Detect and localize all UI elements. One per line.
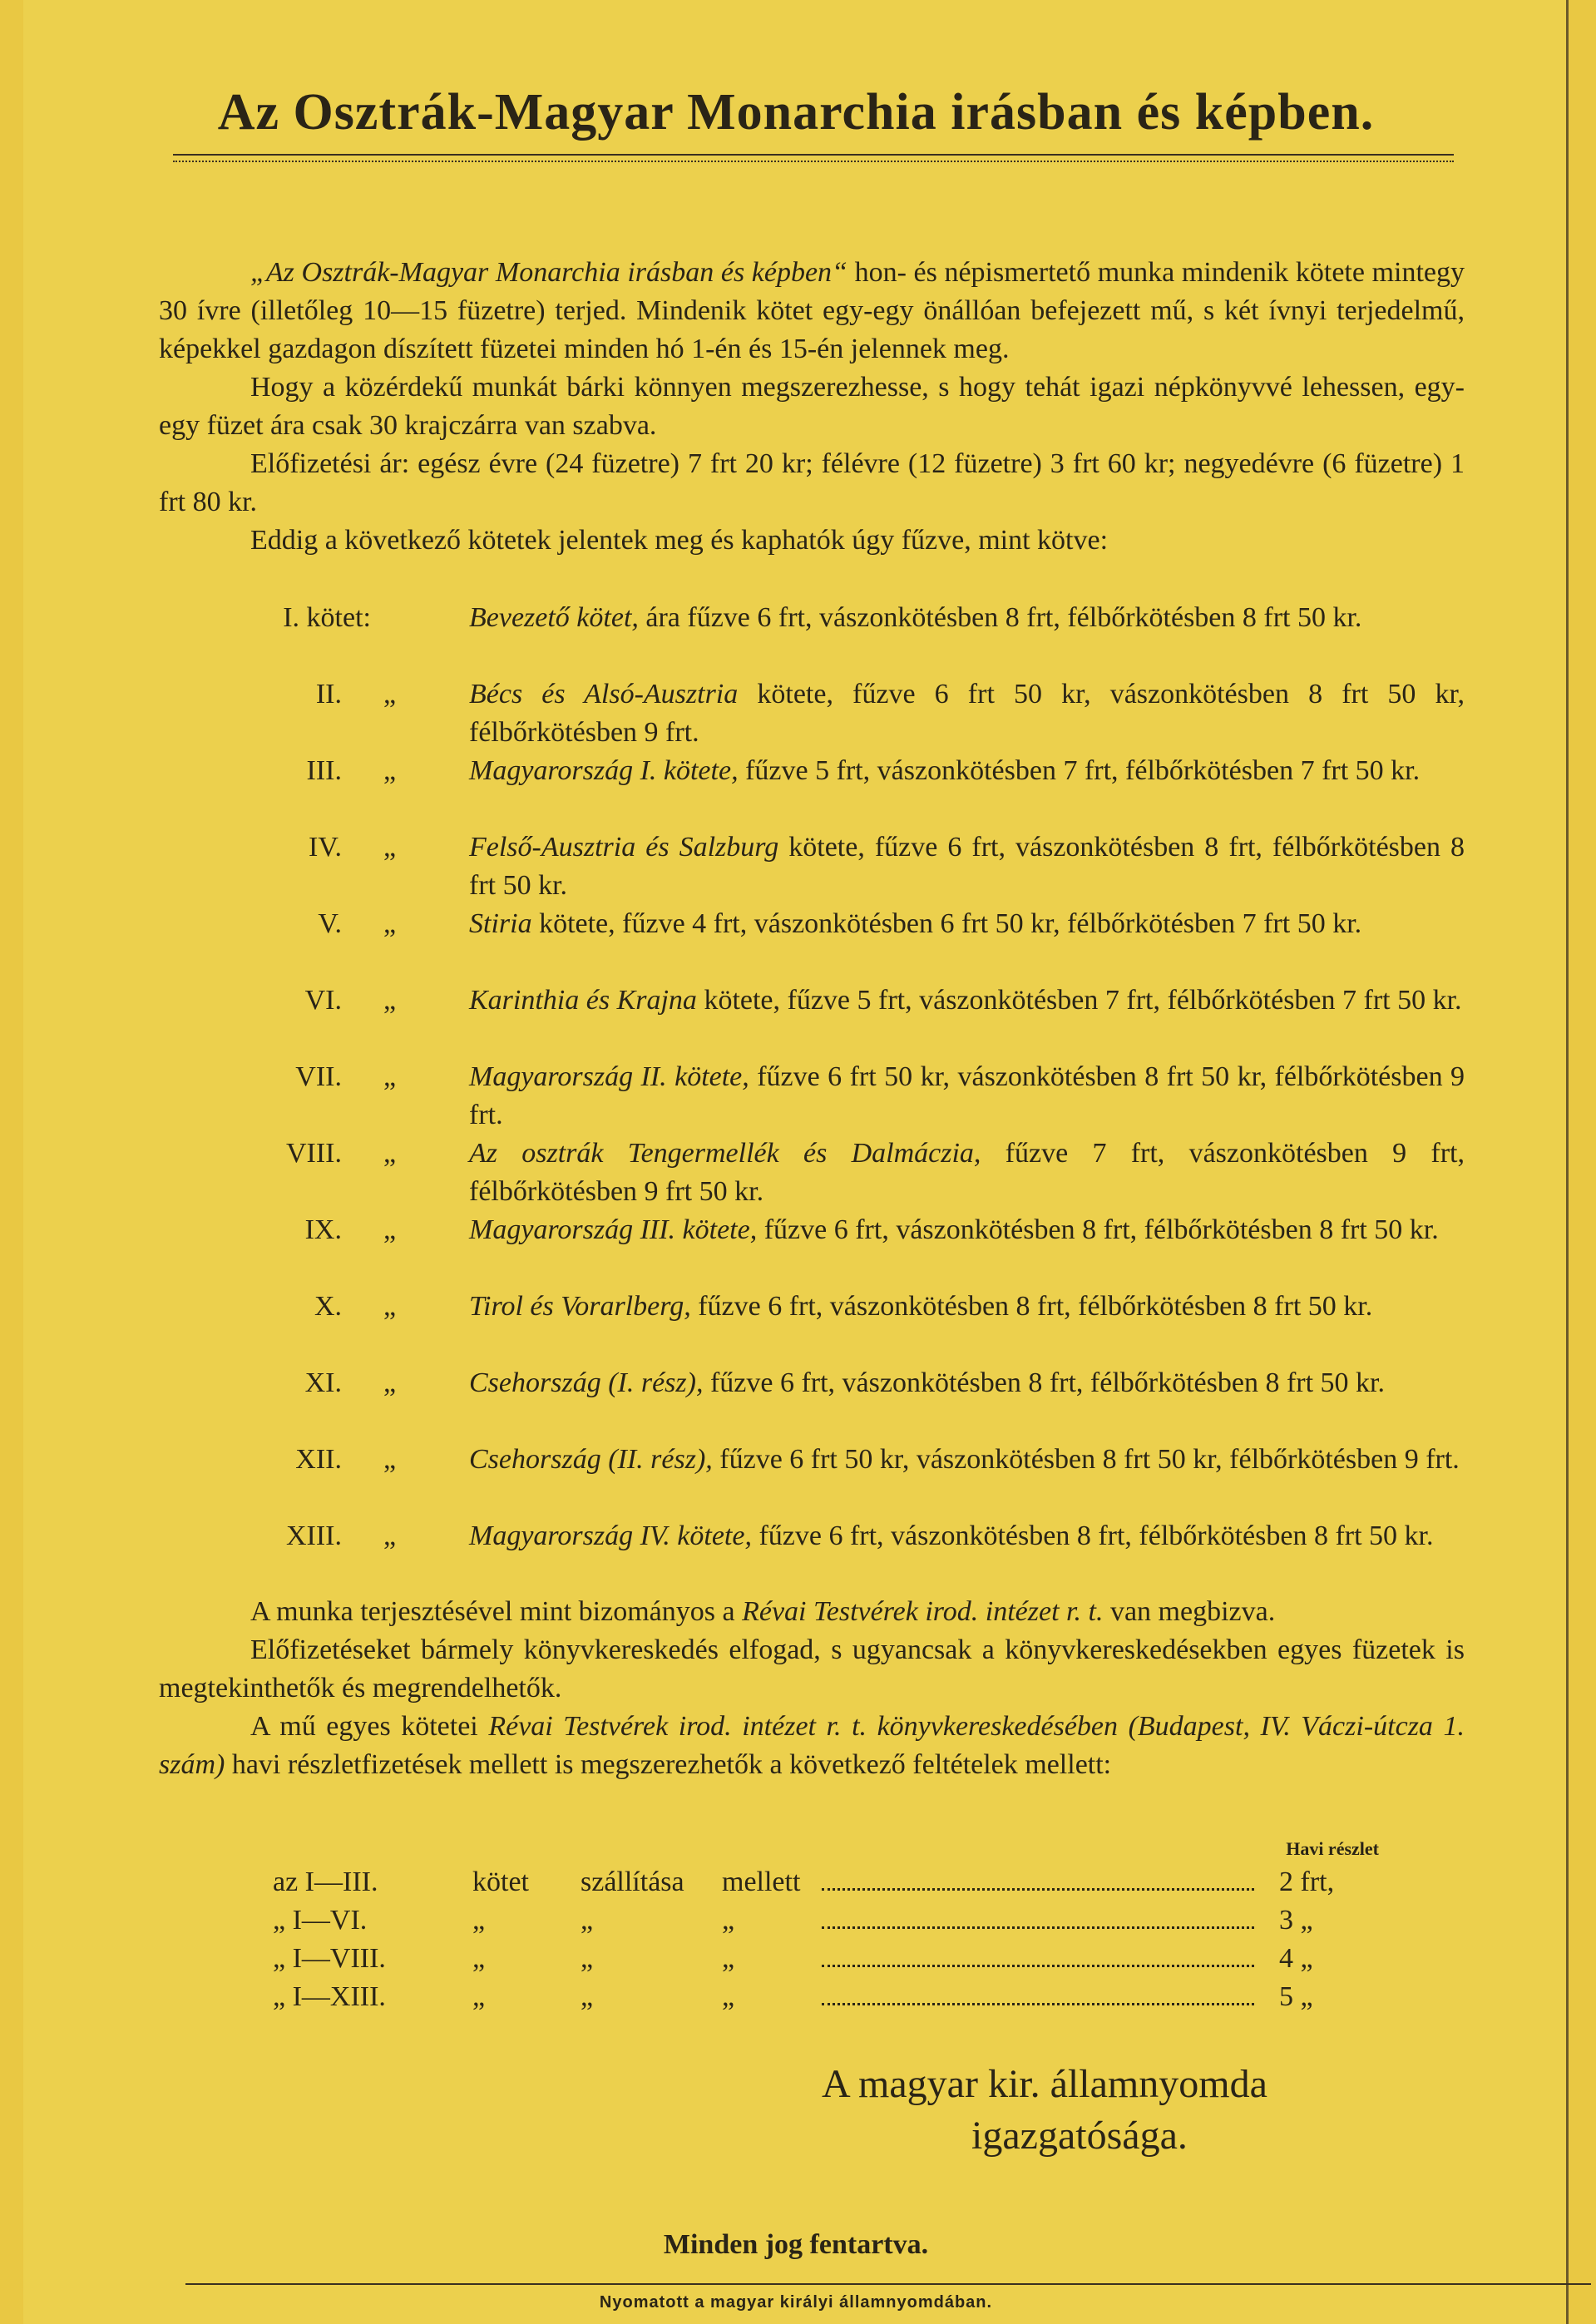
intro-paragraph-3: Előfizetési ár: egész évre (24 füzetre) 7 frt 20 kr; félévre (12 füzetre) 3 frt 60 kr; negyedévre (6 füzetre) 1 frt 80 kr. [159,448,1465,517]
volume-title: Magyarország III. kötete, [469,1214,758,1245]
volume-prices: fűzve 6 frt 50 kr, vászonkötésben 8 frt 50 kr, félbőrkötésben 9 frt. [469,1061,1465,1130]
volume-prices: kötete, fűzve 5 frt, vászonkötésben 7 frt, félbőrkötésben 7 frt 50 kr. [696,985,1462,1016]
volume-title: Stiria [469,908,532,939]
installment-text-end: havi részletfizetések mellett is megszerezhetők a következő feltételek mellett: [225,1749,1112,1780]
volume-prices: fűzve 7 frt, vászonkötésben 9 frt, félbőrkötésben 9 frt 50 kr. [469,1138,1465,1207]
volume-item [159,1517,1465,1594]
volume-range: „ I—XIII. [273,1981,386,2012]
volume-title: Magyarország II. kötete, [469,1061,749,1092]
title-rule [173,154,1454,162]
dot-leader [822,1926,1254,1929]
installment-amount: 2 frt, [1279,1867,1335,1897]
volume-item [159,905,1465,982]
copyright-notice: Minden jog fentartva. [663,2229,929,2260]
signature-line-2: igazgatósága. [971,2114,1188,2158]
volume-prices: kötete, fűzve 6 frt, vászonkötésben 8 frt, félbőrkötésben 8 frt 50 kr. [469,832,1465,901]
volume-item [159,1364,1465,1441]
column-text: „ [472,1905,486,1936]
distribution-paragraph [159,1593,1465,1631]
intro-paragraph-1-text: hon- és népismertető munka mindenik kötete mintegy 30 ívre (illetőleg 10—15 füzetre) terjed. Mindenik kötet egy-egy önállóan befejezett mű, s két ívnyi terjedelmű, képekkel gazdagon díszített füzetei minden hó 1-én és 15-én jelennek meg. [159,257,1465,364]
intro-paragraph-1 [159,254,1465,368]
dot-leader [822,1888,1254,1891]
volume-number: V. [318,908,342,939]
installment-amount: 3 „ [1279,1905,1313,1936]
column-text: „ [722,1905,735,1936]
volume-prices: fűzve 6 frt, vászonkötésben 8 frt, félbőrkötésben 8 frt 50 kr. [703,1367,1385,1398]
footer-rule [185,2283,1591,2285]
volume-item [159,982,1465,1058]
column-text: kötet [472,1867,529,1897]
volume-item [159,1441,1465,1517]
volume-item [159,1211,1465,1288]
volume-prices: fűzve 6 frt, vászonkötésben 8 frt, félbőrkötésben 8 frt 50 kr. [690,1291,1373,1322]
column-text: „ [722,1981,735,2012]
ditto-mark: „ [383,908,397,939]
installment-paragraph [159,1708,1465,1784]
ditto-mark: „ [383,1214,397,1245]
ditto-mark: „ [383,755,397,786]
volume-title: Magyarország IV. kötete, [469,1520,752,1551]
publisher-name: Révai Testvérek irod. intézet r. t. [742,1596,1104,1627]
volume-prices: kötete, fűzve 4 frt, vászonkötésben 6 frt 50 kr, félbőrkötésben 7 frt 50 kr. [531,908,1362,939]
printer-imprint: Nyomatott a magyar királyi államnyomdában. [599,2293,993,2312]
volume-number: IV. [309,832,342,863]
column-text: „ [581,1943,594,1974]
page-title: Az Osztrák-Magyar Monarchia irásban és képben. [217,84,1375,141]
volume-title: Csehország (II. rész), [469,1444,713,1475]
installment-amount: 4 „ [1279,1943,1313,1974]
volume-number: VI. [304,985,342,1016]
volume-number: IX. [304,1214,342,1245]
volume-number: II. [315,679,342,710]
volume-title: Az osztrák Tengermellék és Dalmáczia, [469,1138,981,1169]
volume-title: Bécs és Alsó-Ausztria [469,679,739,710]
volume-number: XIII. [285,1520,342,1551]
ditto-mark: „ [383,679,397,710]
volume-item [159,1288,1465,1364]
column-text: „ [472,1943,486,1974]
signature-line-1: A magyar kir. államnyomda [822,2062,1267,2106]
volume-number: III. [306,755,342,786]
volume-item [159,828,1465,905]
dot-leader [822,2003,1254,2005]
ditto-mark: „ [383,1291,397,1322]
volume-item [159,752,1465,828]
subscription-paragraph: Előfizetéseket bármely könyvkereskedés elfogad, s ugyancsak a könyvkereskedésekben egyes füzetek is megtekinthetők és megrendelhetők. [159,1634,1465,1703]
volume-prices: fűzve 6 frt, vászonkötésben 8 frt, félbőrkötésben 8 frt 50 kr. [757,1214,1439,1245]
column-text: szállítása [581,1867,684,1897]
installment-table [273,1838,1379,2016]
volume-item [159,1058,1465,1135]
work-title: „Az Osztrák-Magyar Monarchia irásban és képben“ [250,257,847,288]
volume-item [159,1135,1465,1211]
volume-number: XII. [295,1444,342,1475]
volume-title: Felső-Ausztria és Salzburg [469,832,779,863]
ditto-mark: „ [383,1367,397,1398]
volume-title: Tirol és Vorarlberg, [469,1291,691,1322]
volume-title: Csehország (I. rész), [469,1367,704,1398]
installment-amount: 5 „ [1279,1981,1313,2012]
volume-title: Karinthia és Krajna [469,985,697,1016]
column-text: „ [722,1943,735,1974]
volume-number: VII. [295,1061,342,1092]
distribution-text-end: van megbizva. [1103,1596,1276,1627]
volume-number: VIII. [285,1138,342,1169]
ditto-mark: „ [383,1061,397,1092]
volume-title: Bevezető kötet, [469,602,639,633]
volume-prices: fűzve 5 frt, vászonkötésben 7 frt, félbőrkötésben 7 frt 50 kr. [738,755,1421,786]
installment-text: A mű egyes kötetei [250,1711,489,1742]
volume-item [159,675,1465,752]
installment-header: Havi részlet [1286,1838,1379,1859]
installment-row [273,1940,1379,1978]
volume-number: I. kötet: [283,602,371,633]
volume-number: X. [314,1291,342,1322]
column-text: „ [581,1905,594,1936]
installment-row [273,1901,1379,1940]
intro-paragraph-4: Eddig a következő kötetek jelentek meg és kaphatók úgy fűzve, mint kötve: [250,525,1109,556]
intro-paragraph-2: Hogy a közérdekű munkát bárki könnyen megszerezhesse, s hogy tehát igazi népkönyvvé lehessen, egy-egy füzet ára csak 30 krajczárra van szabva. [159,372,1465,441]
column-text: mellett [722,1867,801,1897]
volume-title: Magyarország I. kötete, [469,755,739,786]
ditto-mark: „ [383,1138,397,1169]
ditto-mark: „ [383,832,397,863]
intro-section [159,254,1465,560]
column-text: „ [472,1981,486,2012]
document-page [23,0,1569,2324]
volume-prices: ára fűzve 6 frt, vászonkötésben 8 frt, félbőrkötésben 8 frt 50 kr. [638,602,1362,633]
volume-range: „ I—VIII. [273,1943,386,1974]
volume-range: az I—III. [273,1867,378,1897]
volume-prices: kötete, fűzve 6 frt 50 kr, vászonkötésben 8 frt 50 kr, félbőrkötésben 9 frt. [469,679,1465,748]
volume-item [159,599,1465,675]
dot-leader [822,1965,1254,1967]
distribution-section [159,1593,1465,1784]
volume-range: „ I—VI. [273,1905,368,1936]
ditto-mark: „ [383,985,397,1016]
installment-row [273,1863,1379,1901]
column-text: „ [581,1981,594,2012]
volume-prices: fűzve 6 frt 50 kr, vászonkötésben 8 frt 50 kr, félbőrkötésben 9 frt. [712,1444,1460,1475]
volume-number: XI. [304,1367,342,1398]
installment-row [273,1978,1379,2016]
ditto-mark: „ [383,1520,397,1551]
volume-prices: fűzve 6 frt, vászonkötésben 8 frt, félbőrkötésben 8 frt 50 kr. [751,1520,1434,1551]
bookshop-address: Révai Testvérek irod. intézet r. t. könyvkereskedésében (Budapest, IV. Váczi-útcza 1. szám) [159,1711,1465,1780]
distribution-text: A munka terjesztésével mint bizományos a [250,1596,743,1627]
ditto-mark: „ [383,1444,397,1475]
volume-list [159,599,1465,1594]
